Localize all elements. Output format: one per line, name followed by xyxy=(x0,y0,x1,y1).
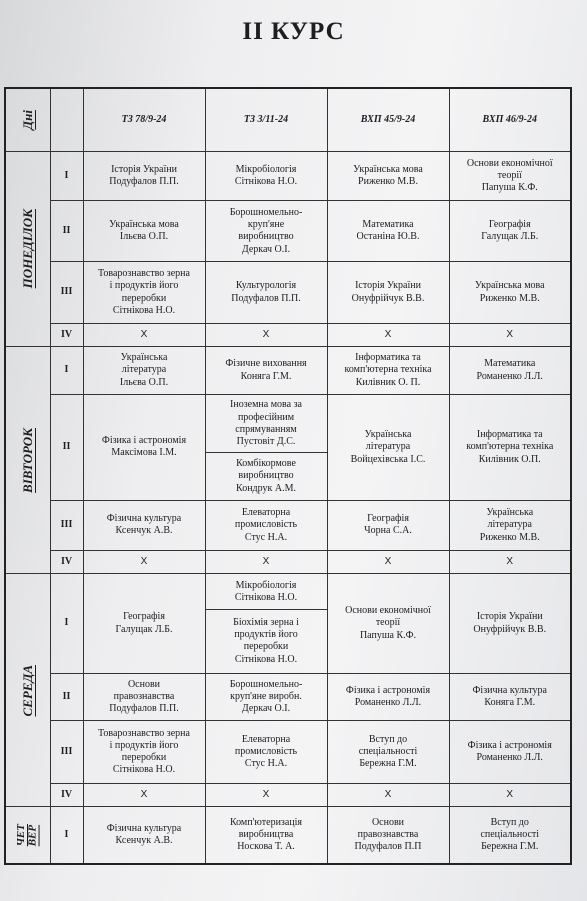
pair-number: I xyxy=(50,346,83,395)
pair-number: I xyxy=(50,151,83,201)
lesson-cell: Інформатика та комп'ютерна техніка Килівник О.П. xyxy=(449,395,571,500)
empty-mark: X xyxy=(205,784,327,807)
pair-number: III xyxy=(50,500,83,551)
lesson-cell: Інформатика та комп'ютерна техніка Килівник О. П. xyxy=(327,346,449,395)
lesson-cell: Фізична культура Коняга Г.М. xyxy=(449,673,571,720)
lesson-cell: Українська мова Риженко М.В. xyxy=(449,262,571,323)
day-monday xyxy=(5,151,50,346)
day-thursday xyxy=(5,807,50,864)
lesson-cell: Фізична культура Ксенчук А.В. xyxy=(83,500,205,551)
lesson-cell: Вступ до спеціальності Бережна Г.М. xyxy=(327,721,449,784)
schedule-row xyxy=(5,673,571,720)
lesson-cell: Борошномельно- круп'яне виробництво Деркач О.І. xyxy=(205,201,327,262)
lesson-cell: Історія України Подуфалов П.П. xyxy=(83,151,205,201)
schedule-row xyxy=(5,323,571,346)
day-label: СЕРЕДА xyxy=(19,664,35,717)
schedule-row xyxy=(5,395,571,453)
schedule-row xyxy=(5,346,571,395)
pair-number: I xyxy=(50,574,83,673)
lesson-cell: Іноземна мова за професійним спрямуванням Пустовіт Д.С. xyxy=(205,395,327,453)
lesson-cell: Фізичне виховання Коняга Г.М. xyxy=(205,346,327,395)
lesson-cell: Біохімія зерна і продуктів його переробки Сітнікова Н.О. xyxy=(205,610,327,673)
lesson-cell: Комп'ютеризація виробництва Носкова Т. А. xyxy=(205,807,327,864)
lesson-cell: Українська література Ільєва О.П. xyxy=(83,346,205,395)
schedule-row xyxy=(5,784,571,807)
group-header: ТЗ 78/9-24 xyxy=(83,88,205,151)
schedule-row xyxy=(5,721,571,784)
lesson-cell: Елеваторна промисловість Стус Н.А. xyxy=(205,721,327,784)
schedule-row xyxy=(5,551,571,574)
pair-number: III xyxy=(50,262,83,323)
schedule-row xyxy=(5,151,571,201)
lesson-cell: Географія Галущак Л.Б. xyxy=(83,574,205,673)
lesson-cell: Географія Галущак Л.Б. xyxy=(449,201,571,262)
lesson-cell: Основи економічної теорії Папуша К.Ф. xyxy=(327,574,449,673)
page-title: II КУРС xyxy=(242,18,345,45)
lesson-cell: Вступ до спеціальності Бережна Г.М. xyxy=(449,807,571,864)
empty-mark: X xyxy=(327,323,449,346)
pair-number: IV xyxy=(50,784,83,807)
empty-mark: X xyxy=(449,784,571,807)
lesson-cell: Фізика і астрономія Романенко Л.Л. xyxy=(449,721,571,784)
schedule-row xyxy=(5,201,571,262)
empty-mark: X xyxy=(83,784,205,807)
lesson-cell: Мікробіологія Сітнікова Н.О. xyxy=(205,574,327,610)
days-header xyxy=(5,88,50,151)
schedule-row xyxy=(5,807,571,864)
lesson-cell: Фізика і астрономія Максімова І.М. xyxy=(83,395,205,500)
lesson-cell: Основи правознавства Подуфалов П.П xyxy=(327,807,449,864)
day-label: ВІВТОРОК xyxy=(19,427,35,493)
empty-mark: X xyxy=(449,551,571,574)
lesson-cell: Борошномельно- круп'яне виробн. Деркач О.І. xyxy=(205,673,327,720)
pair-number: I xyxy=(50,807,83,864)
empty-mark: X xyxy=(205,323,327,346)
lesson-cell: Українська мова Риженко М.В. xyxy=(327,151,449,201)
schedule-row xyxy=(5,262,571,323)
pair-number-header xyxy=(50,88,83,151)
days-header-label: Дні xyxy=(19,110,35,130)
lesson-cell: Товарознавство зерна і продуктів його переробки Сітнікова Н.О. xyxy=(83,262,205,323)
lesson-cell: Фізика і астрономія Романенко Л.Л. xyxy=(327,673,449,720)
pair-number: III xyxy=(50,721,83,784)
lesson-cell: Товарознавство зерна і продуктів його переробки Сітнікова Н.О. xyxy=(83,721,205,784)
pair-number: II xyxy=(50,201,83,262)
lesson-cell: Елеваторна промисловість Стус Н.А. xyxy=(205,500,327,551)
empty-mark: X xyxy=(327,784,449,807)
header-row xyxy=(5,88,571,151)
lesson-cell: Історія України Онуфрійчук В.В. xyxy=(449,574,571,673)
day-tuesday xyxy=(5,346,50,574)
group-header: ВХП 46/9-24 xyxy=(449,88,571,151)
pair-number: IV xyxy=(50,551,83,574)
pair-number: II xyxy=(50,673,83,720)
lesson-cell: Географія Чорна С.А. xyxy=(327,500,449,551)
group-header: ТЗ 3/11-24 xyxy=(205,88,327,151)
lesson-cell: Математика Останіна Ю.В. xyxy=(327,201,449,262)
schedule-table xyxy=(4,87,572,865)
lesson-cell: Українська література Войцехівська І.С. xyxy=(327,395,449,500)
pair-number: II xyxy=(50,395,83,500)
group-header: ВХП 45/9-24 xyxy=(327,88,449,151)
lesson-cell: Основи правознавства Подуфалов П.П. xyxy=(83,673,205,720)
empty-mark: X xyxy=(449,323,571,346)
schedule-row xyxy=(5,500,571,551)
lesson-cell: Історія України Онуфрійчук В.В. xyxy=(327,262,449,323)
empty-mark: X xyxy=(205,551,327,574)
empty-mark: X xyxy=(83,323,205,346)
day-label: ПОНЕДІЛОК xyxy=(19,209,35,289)
day-label: ЧЕТ ВЕР xyxy=(15,824,39,847)
lesson-cell: Українська література Риженко М.В. xyxy=(449,500,571,551)
lesson-cell: Мікробіологія Сітнікова Н.О. xyxy=(205,151,327,201)
empty-mark: X xyxy=(327,551,449,574)
day-wednesday xyxy=(5,574,50,807)
lesson-cell: Математика Романенко Л.Л. xyxy=(449,346,571,395)
lesson-cell: Фізична культура Ксенчук А.В. xyxy=(83,807,205,864)
schedule-row xyxy=(5,574,571,610)
lesson-cell: Комбікормове виробництво Кондрук А.М. xyxy=(205,453,327,500)
lesson-cell: Основи економічної теорії Папуша К.Ф. xyxy=(449,151,571,201)
pair-number: IV xyxy=(50,323,83,346)
lesson-cell: Культурологія Подуфалов П.П. xyxy=(205,262,327,323)
empty-mark: X xyxy=(83,551,205,574)
lesson-cell: Українська мова Ільєва О.П. xyxy=(83,201,205,262)
